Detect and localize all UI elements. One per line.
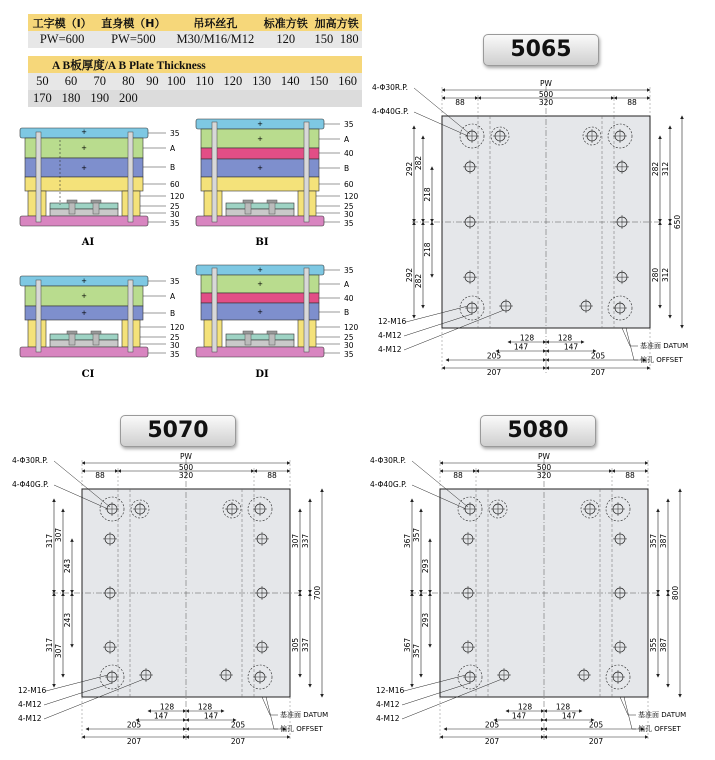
- mold-ci-dim: 35: [170, 277, 180, 286]
- dimension-label: 293: [421, 612, 430, 628]
- dimension-label: 88: [625, 471, 635, 480]
- mold-ai-dim: 25: [170, 202, 180, 211]
- dimension-label: 292: [405, 267, 414, 283]
- mold-ai-dims: [140, 129, 185, 228]
- mold-di-label: DI: [255, 369, 269, 380]
- svg-text:+: +: [81, 144, 87, 152]
- mold-ci-dim: A: [170, 292, 176, 301]
- dimension-label: 205: [230, 720, 246, 730]
- dimension-label: 320: [538, 98, 554, 107]
- thickness-value: 50: [28, 73, 57, 90]
- offset-callout: 偏孔 OFFSET: [280, 725, 323, 733]
- svg-text:+: +: [257, 266, 263, 274]
- model-badge-5065: 5065: [483, 34, 599, 66]
- dimension-label: 367: [403, 637, 412, 653]
- spec-header-std-block: 标准方铁: [260, 14, 311, 31]
- dimension-label: 207: [590, 368, 606, 377]
- dimension-label: 243: [63, 558, 72, 574]
- dimension-label: 282: [414, 273, 423, 289]
- mold-bi-dim: 60: [344, 180, 354, 189]
- datum-callout: 基准面 DATUM: [638, 711, 687, 719]
- mold-bi-label: BI: [255, 237, 269, 248]
- dimension-label: 147: [511, 711, 527, 721]
- m12-callout: 4-M12: [18, 714, 42, 723]
- dimension-label: 282: [414, 155, 423, 171]
- pw-label: PW: [540, 79, 552, 88]
- mold-ci-dim: 25: [170, 333, 180, 342]
- mold-di-dim: 35: [344, 350, 354, 359]
- dimension-label: 305: [291, 637, 300, 653]
- svg-text:+: +: [257, 164, 263, 172]
- svg-text:+: +: [81, 292, 87, 300]
- dimension-label: 320: [536, 471, 552, 480]
- dimension-label: 355: [649, 637, 658, 653]
- mold-ci-label: CI: [81, 369, 95, 380]
- mold-ai-dim: 35: [170, 129, 180, 138]
- dimension-label: 337: [301, 637, 310, 653]
- thickness-value: 70: [85, 73, 114, 90]
- offset-callout: 偏孔 OFFSET: [638, 725, 681, 733]
- mold-ci-dims: [140, 277, 185, 359]
- gp-callout: 4-Φ40G.P.: [12, 480, 49, 489]
- rp-callout: 4-Φ30R.P.: [372, 83, 408, 92]
- thickness-value: 80: [114, 73, 143, 90]
- svg-text:+: +: [81, 309, 87, 317]
- dimension-label: 205: [484, 720, 500, 730]
- mold-ci-dim: 120: [170, 323, 185, 332]
- dimension-label: 357: [412, 643, 421, 659]
- dimension-label: 800: [671, 585, 680, 601]
- spec-header-h: 直身模（H）: [96, 14, 170, 31]
- dimension-label: 700: [313, 585, 322, 601]
- mold-bi-dim: B: [344, 164, 350, 173]
- dimension-label: 292: [405, 161, 414, 177]
- dimension-label: 128: [519, 333, 535, 343]
- thickness-title: A B板厚度/A B Plate Thickness: [28, 56, 362, 73]
- mold-type-di: [196, 265, 324, 357]
- mold-bi-dim: A: [344, 135, 350, 144]
- mold-ai-dim: 120: [170, 192, 185, 201]
- dimension-label: 357: [412, 527, 421, 543]
- mold-bi-dim: 30: [344, 210, 354, 219]
- dimension-label: 128: [197, 702, 213, 712]
- dimension-label: 650: [673, 214, 682, 230]
- mold-bi-dim: 35: [344, 219, 354, 228]
- dimension-label: 312: [661, 161, 670, 177]
- svg-text:+: +: [257, 308, 263, 316]
- svg-text:+: +: [257, 280, 263, 288]
- mold-type-bi: [196, 119, 324, 226]
- gp-callout: 4-Φ40G.P.: [370, 480, 407, 489]
- mold-di-dim: 25: [344, 333, 354, 342]
- dimension-label: 218: [423, 187, 432, 202]
- mold-di-dim: 40: [344, 294, 354, 303]
- mold-di-dim: 120: [344, 323, 359, 332]
- mold-ai-dim: B: [170, 163, 176, 172]
- mold-bi-dim: 35: [344, 120, 354, 129]
- dimension-label: 312: [661, 267, 670, 283]
- thickness-value: 160: [333, 73, 362, 90]
- mold-bi-dim: 120: [344, 192, 359, 201]
- m12-callout: 4-M12: [376, 700, 400, 709]
- mold-di-dim: 30: [344, 341, 354, 350]
- m12-callout: 4-M12: [378, 331, 402, 340]
- thickness-value: 100: [162, 73, 191, 90]
- dimension-label: 88: [455, 98, 465, 107]
- dimension-label: 147: [561, 711, 577, 721]
- thickness-value: 190: [85, 90, 114, 107]
- dimension-label: 128: [557, 333, 573, 343]
- m12-callout: 4-M12: [378, 345, 402, 354]
- mold-di-dim: 35: [344, 266, 354, 275]
- spec-header-thread: 吊环丝孔: [170, 14, 260, 31]
- mold-type-ci: [20, 276, 148, 357]
- dimension-label: 293: [421, 558, 430, 574]
- dimension-label: 88: [95, 471, 105, 480]
- dimension-label: 205: [486, 351, 502, 361]
- thickness-value: 110: [191, 73, 219, 90]
- dimension-label: 128: [555, 702, 571, 712]
- thickness-value: 130: [247, 73, 276, 90]
- dimension-label: 307: [54, 643, 63, 659]
- mold-ai-dim: 30: [170, 210, 180, 219]
- dimension-label: 387: [659, 533, 668, 549]
- mold-ai-dim: 60: [170, 180, 180, 189]
- dimension-label: 500: [178, 463, 194, 472]
- dimension-label: 147: [513, 342, 529, 352]
- thickness-value: 90: [143, 73, 162, 90]
- thickness-value: 150: [305, 73, 334, 90]
- dimension-label: 88: [453, 471, 463, 480]
- mold-bi-dims: [316, 120, 359, 228]
- mold-type-ai: [20, 128, 148, 226]
- dimension-label: 207: [126, 737, 142, 746]
- plate-5080: [370, 452, 686, 746]
- dimension-label: 147: [153, 711, 169, 721]
- dimension-label: 337: [301, 533, 310, 549]
- dimension-label: 307: [54, 527, 63, 543]
- thickness-value: 140: [276, 73, 305, 90]
- mold-bi-dim: 40: [344, 149, 354, 158]
- dimension-label: 500: [538, 90, 554, 99]
- mold-ci-dim: B: [170, 309, 176, 318]
- pw-label: PW: [180, 452, 192, 461]
- dimension-label: 128: [517, 702, 533, 712]
- spec-value: PW=500: [96, 31, 170, 48]
- offset-callout: 偏孔 OFFSET: [640, 356, 683, 364]
- m16-callout: 12-M16: [18, 686, 47, 695]
- dimension-label: 207: [486, 368, 502, 377]
- dimension-label: 218: [423, 242, 432, 257]
- thickness-value: 200: [114, 90, 143, 107]
- dimension-label: 243: [63, 612, 72, 628]
- model-badge-5080: 5080: [480, 415, 596, 447]
- dimension-label: 147: [563, 342, 579, 352]
- mold-ci-dim: 30: [170, 341, 180, 350]
- svg-text:+: +: [81, 164, 87, 172]
- svg-text:+: +: [81, 128, 87, 136]
- pw-label: PW: [538, 452, 550, 461]
- rp-callout: 4-Φ30R.P.: [370, 456, 406, 465]
- svg-text:+: +: [257, 120, 263, 128]
- mold-bi-dim: 25: [344, 202, 354, 211]
- datum-callout: 基准面 DATUM: [640, 342, 689, 350]
- spec-value: 120: [260, 31, 311, 48]
- svg-text:+: +: [81, 277, 87, 285]
- dimension-label: 147: [203, 711, 219, 721]
- mold-di-dims: [316, 266, 359, 359]
- spec-value: PW=600: [28, 31, 96, 48]
- dimension-label: 317: [45, 533, 54, 549]
- dimension-label: 280: [651, 267, 660, 283]
- dimension-label: 307: [291, 533, 300, 549]
- model-badge-5070: 5070: [120, 415, 236, 447]
- thickness-value: 170: [28, 90, 57, 107]
- mold-di-dim: A: [344, 280, 350, 289]
- thickness-value: 120: [219, 73, 248, 90]
- spec-header-raised-block: 加高方铁: [311, 14, 362, 31]
- dimension-label: 367: [403, 533, 412, 549]
- dimension-label: 88: [267, 471, 277, 480]
- dimension-label: 205: [588, 720, 604, 730]
- dimension-label: 207: [230, 737, 246, 746]
- spec-value: 150: [311, 31, 336, 48]
- mold-ai-dim: A: [170, 144, 176, 153]
- spec-value: M30/M16/M12: [170, 31, 260, 48]
- dimension-label: 317: [45, 637, 54, 653]
- dimension-label: 500: [536, 463, 552, 472]
- dimension-label: 207: [484, 737, 500, 746]
- dimension-label: 128: [159, 702, 175, 712]
- mold-ai-dim: 35: [170, 219, 180, 228]
- mold-ci-dim: 35: [170, 350, 180, 359]
- datum-callout: 基准面 DATUM: [280, 711, 329, 719]
- dimension-label: 205: [126, 720, 142, 730]
- spec-value: 180: [337, 31, 362, 48]
- m12-callout: 4-M12: [18, 700, 42, 709]
- svg-text:+: +: [257, 135, 263, 143]
- plate-5070: [12, 452, 328, 746]
- thickness-value: 180: [57, 90, 86, 107]
- dimension-label: 282: [651, 161, 660, 177]
- dimension-label: 387: [659, 637, 668, 653]
- thickness-value: 60: [57, 73, 86, 90]
- dimension-label: 205: [590, 351, 606, 361]
- m12-callout: 4-M12: [376, 714, 400, 723]
- dimension-label: 207: [588, 737, 604, 746]
- m16-callout: 12-M16: [376, 686, 405, 695]
- gp-callout: 4-Φ40G.P.: [372, 107, 409, 116]
- mold-ai-label: AI: [81, 237, 95, 248]
- dimension-label: 357: [649, 533, 658, 549]
- m16-callout: 12-M16: [378, 317, 407, 326]
- dimension-label: 88: [627, 98, 637, 107]
- plate-5065: [372, 79, 688, 377]
- rp-callout: 4-Φ30R.P.: [12, 456, 48, 465]
- dimension-label: 320: [178, 471, 194, 480]
- mold-di-dim: B: [344, 308, 350, 317]
- spec-header-i: 工字模（I）: [28, 14, 96, 31]
